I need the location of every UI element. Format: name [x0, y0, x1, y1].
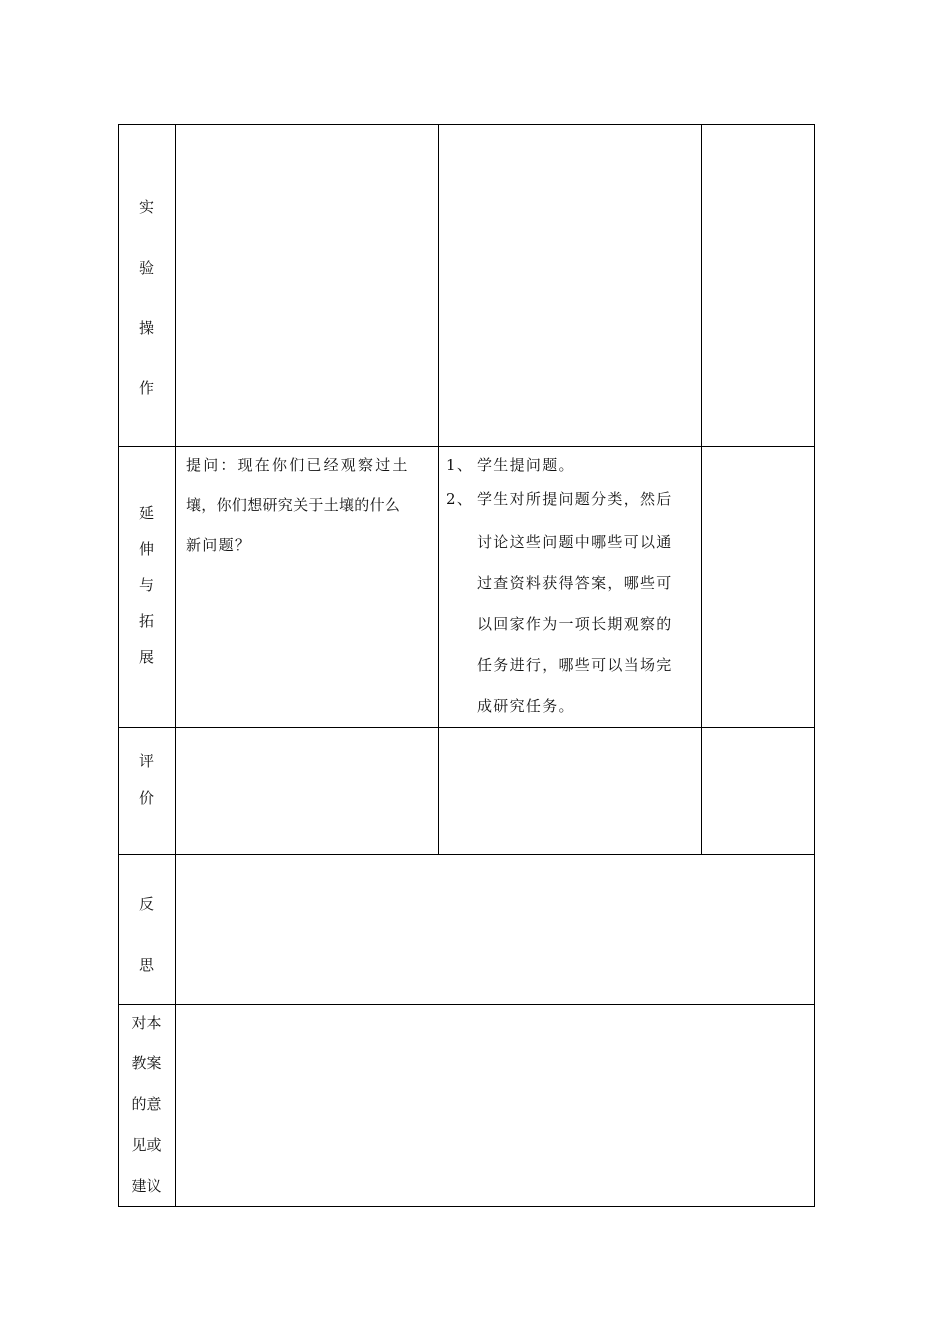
extension-label-char: 展	[138, 648, 154, 666]
column-divider-2	[438, 124, 439, 855]
experiment-label-char: 操	[138, 319, 154, 337]
table-border-right	[814, 124, 815, 1207]
teacher-activity	[186, 446, 432, 727]
reflection-label-char: 反	[138, 895, 154, 913]
evaluation-label-char: 价	[138, 789, 154, 807]
extension-label-char: 拓	[138, 612, 154, 630]
column-divider-3	[701, 124, 702, 855]
extension-label	[118, 446, 175, 727]
student-item-text: 以回家作为一项长期观察的	[477, 615, 673, 633]
teacher-activity-line: 壤，你们想研究关于土壤的什么	[186, 496, 401, 514]
feedback-label-line: 教案	[131, 1054, 162, 1072]
label-column-divider	[175, 124, 176, 1207]
reflection-label-char: 思	[138, 956, 154, 974]
evaluation-label-char: 评	[138, 752, 154, 770]
student-item-text: 成研究任务。	[477, 697, 575, 715]
student-item-text: 任务进行，哪些可以当场完	[477, 656, 673, 674]
feedback-label-line: 对本	[131, 1014, 162, 1032]
experiment-label	[118, 124, 175, 446]
row-divider-2	[118, 727, 815, 728]
evaluation-label	[118, 727, 175, 854]
feedback-label-line: 的意	[131, 1095, 162, 1113]
table-border-top	[118, 124, 815, 125]
extension-label-char: 与	[138, 576, 154, 594]
student-item-number: 1、	[446, 456, 474, 474]
extension-label-char: 延	[138, 504, 154, 522]
student-item-text: 过查资料获得答案，哪些可	[477, 574, 673, 592]
reflection-label	[118, 854, 175, 1004]
row-divider-3	[118, 854, 815, 855]
row-divider-4	[118, 1004, 815, 1005]
experiment-label-char: 作	[138, 379, 154, 397]
teacher-activity-line: 新问题？	[186, 536, 252, 554]
student-item-number: 2、	[446, 490, 474, 508]
student-item-text: 学生对所提问题分类，然后	[477, 490, 673, 508]
feedback-label-line: 建议	[131, 1177, 162, 1195]
feedback-label-line: 见或	[131, 1136, 162, 1154]
student-item-text: 讨论这些问题中哪些可以通	[477, 533, 673, 551]
extension-label-char: 伸	[138, 540, 154, 558]
teacher-activity-line: 提问：现在你们已经观察过土	[186, 456, 410, 474]
student-item-text: 学生提问题。	[477, 456, 575, 474]
experiment-label-char: 验	[138, 259, 154, 277]
experiment-label-char: 实	[138, 198, 154, 216]
feedback-label	[118, 1004, 175, 1206]
student-activity	[446, 446, 698, 727]
table-border-bottom	[118, 1206, 815, 1207]
